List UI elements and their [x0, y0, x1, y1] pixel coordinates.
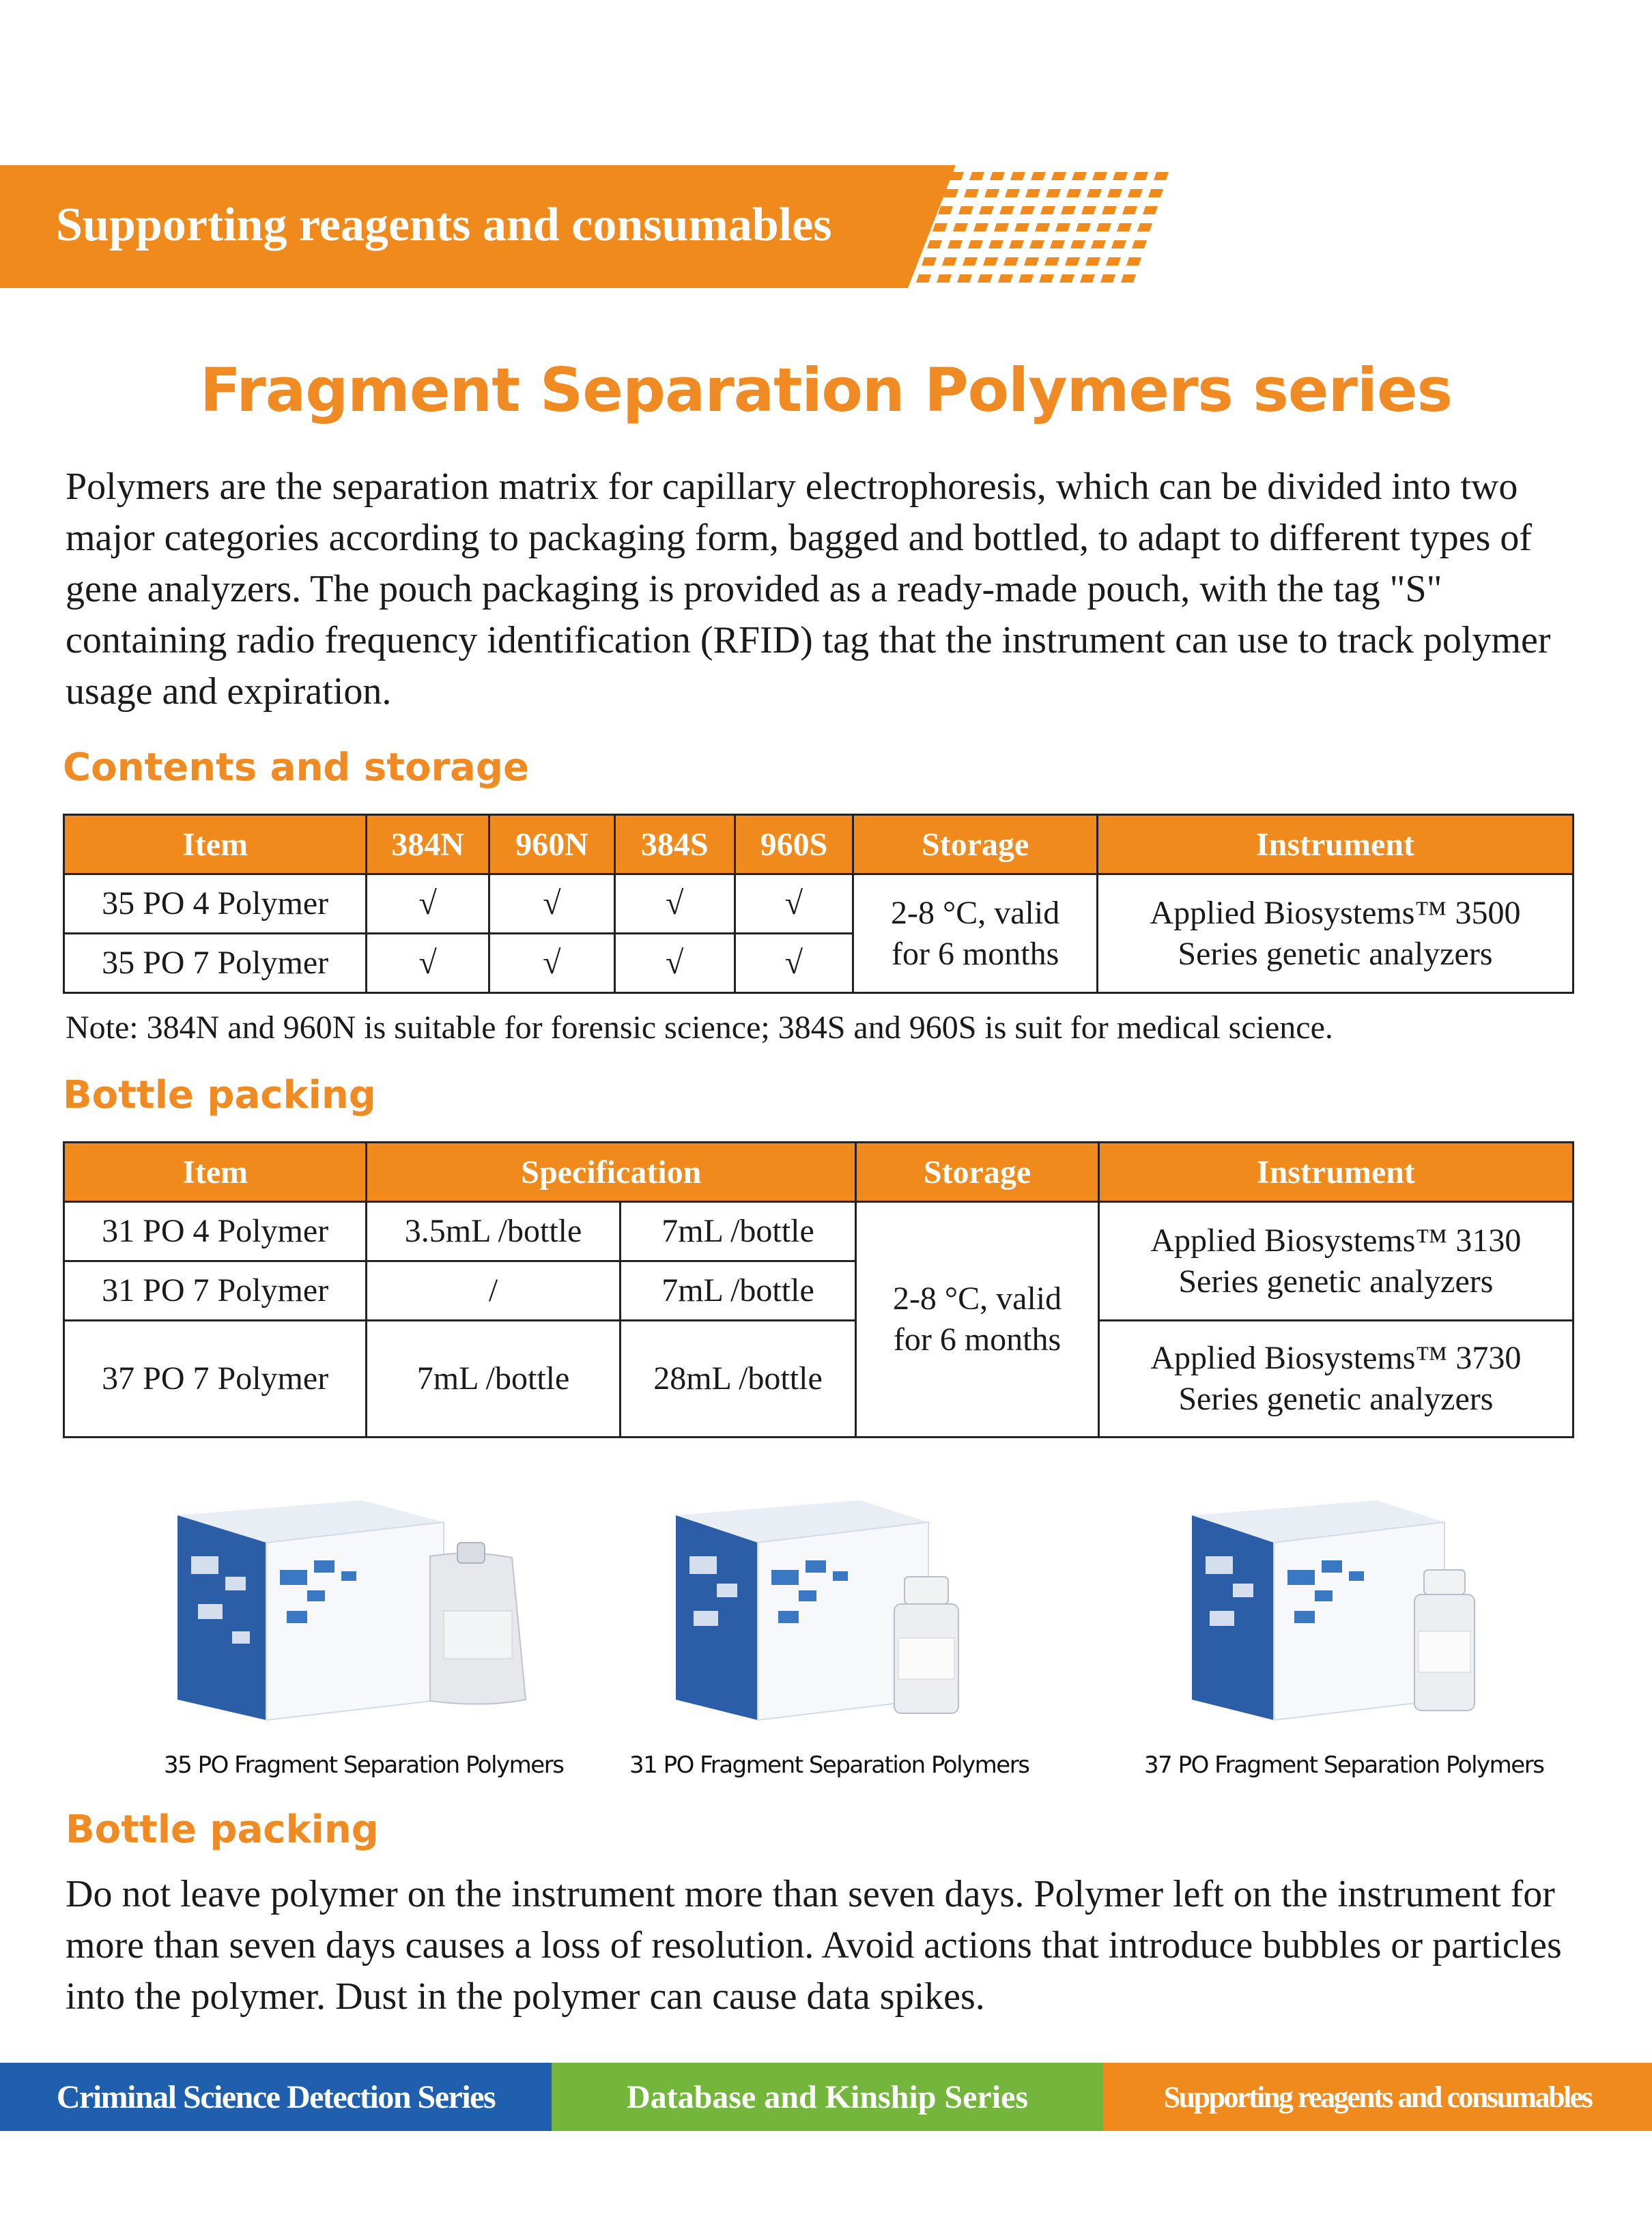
storage-cell: 2-8 °C, valid for 6 months [853, 874, 1098, 993]
item-cell: 35 PO 4 Polymer [64, 874, 367, 934]
check-cell: √ [367, 934, 489, 993]
check-cell: √ [489, 874, 615, 934]
header-item: Item [64, 815, 367, 874]
table-header-row [64, 1143, 1573, 1202]
header-specification: Specification [367, 1143, 856, 1202]
header-storage: Storage [856, 1143, 1099, 1202]
page-title: Fragment Separation Polymers series [199, 355, 1453, 425]
table-row [64, 1321, 1573, 1438]
item-cell: 37 PO 7 Polymer [64, 1321, 367, 1438]
check-cell: √ [489, 934, 615, 993]
spec-cell: 7mL /bottle [367, 1321, 620, 1438]
spec-cell: 7mL /bottle [620, 1261, 855, 1321]
header-item: Item [64, 1143, 367, 1202]
table-row [64, 1202, 1573, 1261]
product-image-31po [669, 1495, 983, 1727]
check-cell: √ [614, 934, 735, 993]
header-instrument: Instrument [1097, 815, 1573, 874]
spec-cell: 28mL /bottle [620, 1321, 855, 1438]
header-storage: Storage [853, 815, 1098, 874]
footer-tab-criminal[interactable]: Criminal Science Detection Series [0, 2063, 552, 2131]
caution-heading: Bottle packing [66, 1807, 379, 1852]
caution-paragraph: Do not leave polymer on the instrument more than seven days. Polymer left on the instrument for more than seven days causes a loss of resolution. Avoid actions that introduce bubbles or particles into the polymer. Dust in the polymer can cause data spikes. [66, 1873, 1562, 2018]
storage-cell: 2-8 °C, valid for 6 months [856, 1202, 1099, 1438]
table-row [64, 874, 1573, 934]
header-960s: 960S [735, 815, 853, 874]
product-image-37po [1185, 1495, 1499, 1727]
item-cell: 35 PO 7 Polymer [64, 934, 367, 993]
check-cell: √ [735, 874, 853, 934]
product-caption: 35 PO Fragment Separation Polymers [164, 1751, 564, 1779]
product-caption: 31 PO Fragment Separation Polymers [629, 1751, 1029, 1779]
banner-dots-decoration [887, 164, 1188, 291]
product-image-35po [171, 1495, 553, 1727]
check-cell: √ [614, 874, 735, 934]
check-cell: √ [367, 874, 489, 934]
product-caption: 37 PO Fragment Separation Polymers [1144, 1751, 1544, 1779]
spec-cell: / [367, 1261, 620, 1321]
instrument-cell: Applied Biosystems™ 3730 Series genetic analyzers [1098, 1321, 1573, 1438]
contents-heading: Contents and storage [63, 745, 529, 790]
contents-table [63, 814, 1574, 994]
table-header-row [64, 815, 1573, 874]
footer-tab-database[interactable]: Database and Kinship Series [552, 2063, 1103, 2131]
instrument-cell: Applied Biosystems™ 3500 Series genetic analyzers [1097, 874, 1573, 993]
header-960n: 960N [489, 815, 615, 874]
bottle-table [63, 1141, 1574, 1438]
item-cell: 31 PO 4 Polymer [64, 1202, 367, 1261]
header-384n: 384N [367, 815, 489, 874]
footer-tab-supporting[interactable]: Supporting reagents and consumables [1103, 2063, 1652, 2131]
instrument-cell: Applied Biosystems™ 3130 Series genetic analyzers [1098, 1202, 1573, 1321]
intro-paragraph: Polymers are the separation matrix for capillary electrophoresis, which can be divided into two major categories according to packaging form, bagged and bottled, to adapt to different types of gene analyzers. The pouch packaging is provided as a ready-made pouch, with the tag "S" containing radio frequency identification (RFID) tag that the instrument can use to track polymer usage and expiration. [66, 466, 1551, 713]
banner-title: Supporting reagents and consumables [56, 199, 832, 251]
header-instrument: Instrument [1098, 1143, 1573, 1202]
bottle-heading: Bottle packing [63, 1073, 376, 1117]
spec-cell: 7mL /bottle [620, 1202, 855, 1261]
header-384s: 384S [614, 815, 735, 874]
check-cell: √ [735, 934, 853, 993]
item-cell: 31 PO 7 Polymer [64, 1261, 367, 1321]
spec-cell: 3.5mL /bottle [367, 1202, 620, 1261]
contents-note: Note: 384N and 960N is suitable for forensic science; 384S and 960S is suit for medical science. [66, 1010, 1333, 1046]
